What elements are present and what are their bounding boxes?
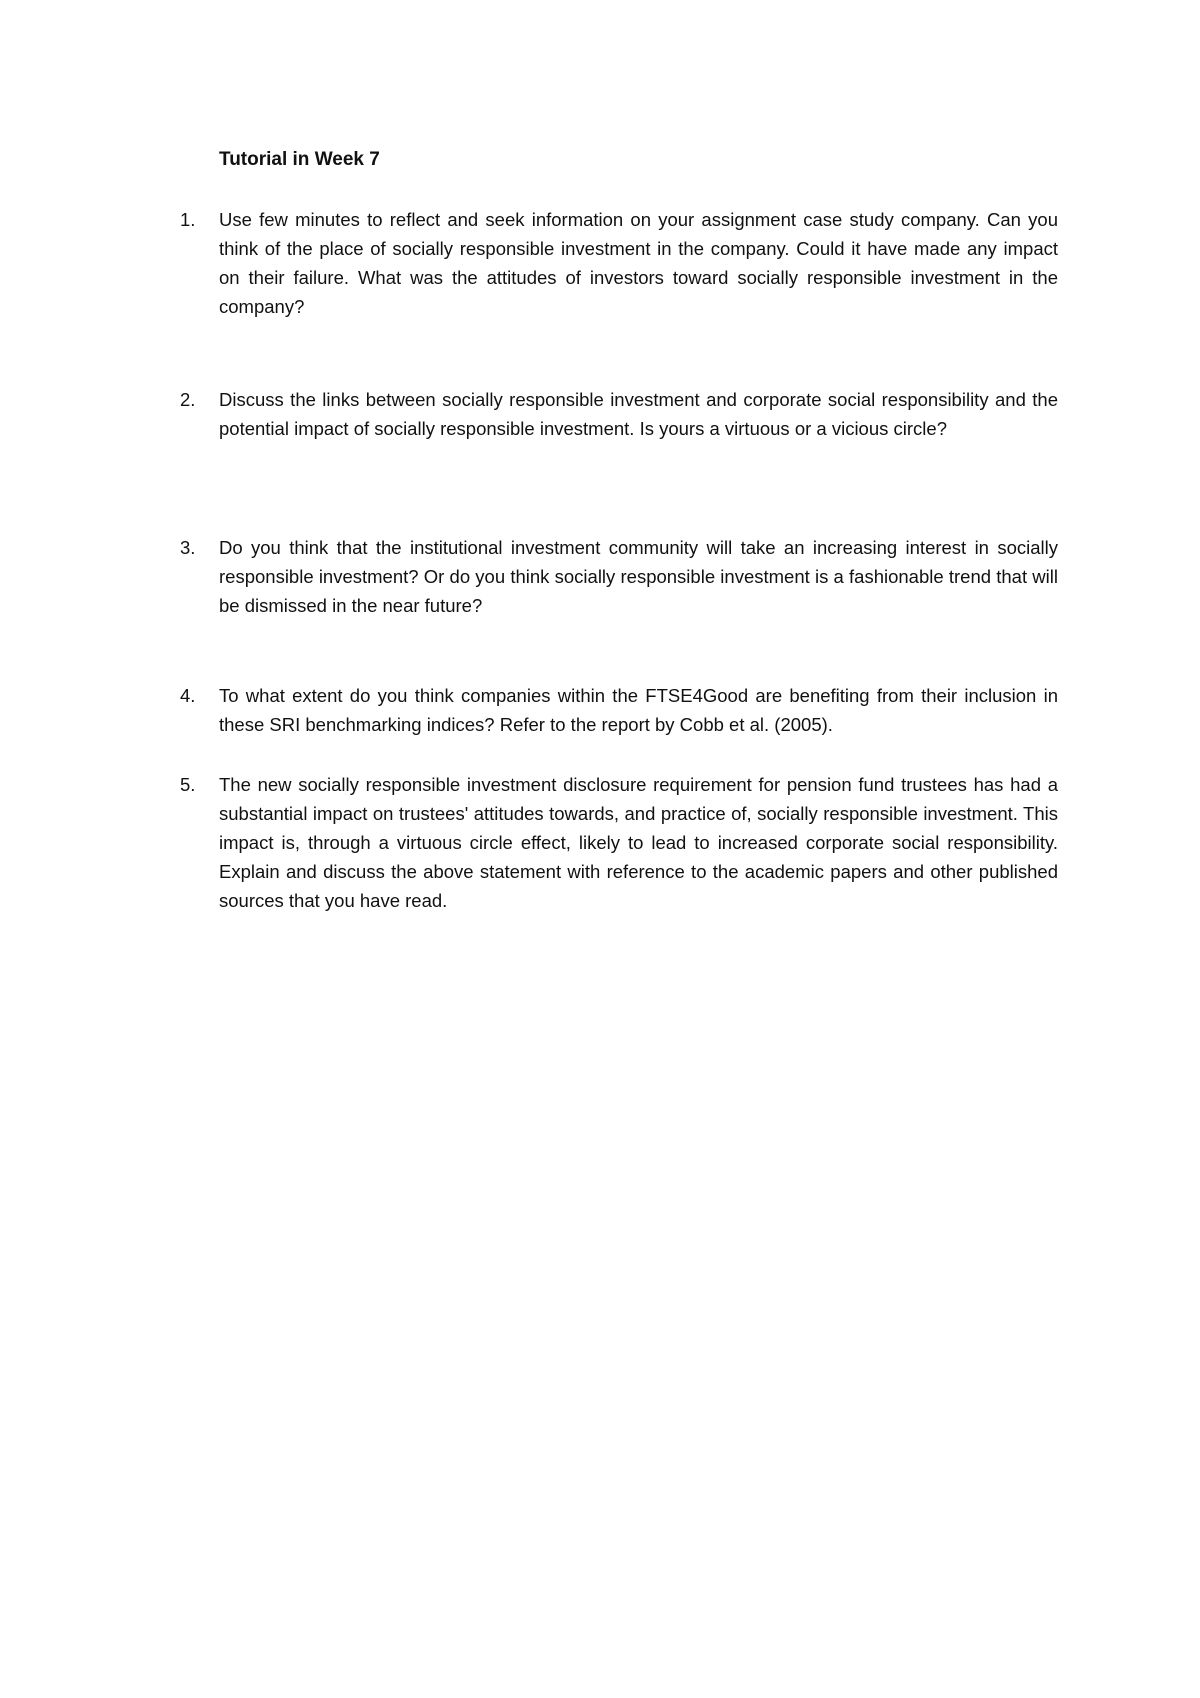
- question-item-3: [180, 533, 1058, 620]
- question-item-1: [180, 205, 1058, 321]
- question-item-5: [180, 770, 1058, 915]
- question-number: 4.: [180, 685, 196, 706]
- question-number: 1.: [180, 209, 196, 230]
- question-item-2: [180, 385, 1058, 443]
- question-text: To what extent do you think companies within the FTSE4Good are benefiting from their inclusion in these SRI benchmarking indices? Refer to the report by Cobb et al. (2005).: [219, 685, 1058, 735]
- question-number: 3.: [180, 537, 196, 558]
- question-number: 5.: [180, 774, 196, 795]
- question-text: The new socially responsible investment disclosure requirement for pension fund trustees has had a substantial impact on trustees' attitudes towards, and practice of, socially responsible investment. This impact is, through a virtuous circle effect, likely to lead to increased corporate social responsibility. Explain and discuss the above statement with reference to the academic papers and other published sources that you have read.: [219, 774, 1058, 911]
- question-item-4: [180, 681, 1058, 739]
- question-text: Use few minutes to reflect and seek information on your assignment case study company. Can you think of the place of socially responsible investment in the company. Could it have made any impact on their failure. What was the attitudes of investors toward socially responsible investment in the company?: [219, 209, 1058, 317]
- question-text: Discuss the links between socially responsible investment and corporate social responsibility and the potential impact of socially responsible investment. Is yours a virtuous or a vicious circle?: [219, 389, 1058, 439]
- page-title: Tutorial in Week 7: [219, 149, 380, 170]
- question-number: 2.: [180, 389, 196, 410]
- question-text: Do you think that the institutional investment community will take an increasing interest in socially responsible investment? Or do you think socially responsible investment is a fashionable trend that will be dismissed in the near future?: [219, 537, 1058, 616]
